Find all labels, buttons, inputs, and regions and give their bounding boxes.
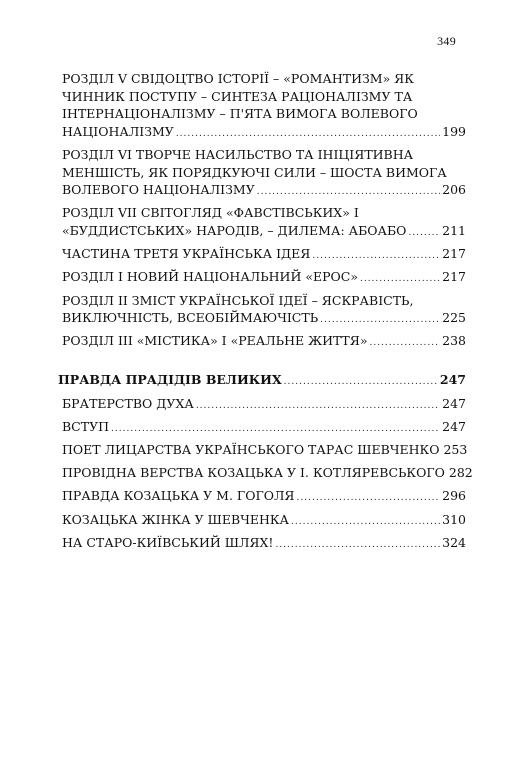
dot-leader [291, 514, 440, 532]
dot-leader [320, 312, 440, 330]
toc-entry-title: ПОЕТ ЛИЦАРСТВА УКРАЇНСЬКОГО ТАРАС ШЕВЧЕНКО [62, 442, 440, 458]
toc-page-number: 217 [442, 269, 466, 285]
toc-entry-title: НА СТАРО-КИЇВСЬКИЙ ШЛЯХ! [62, 534, 274, 550]
toc-entry-title: ЧАСТИНА ТРЕТЯ УКРАЇНСЬКА ІДЕЯ [62, 246, 311, 262]
toc-entry-text [62, 464, 473, 485]
toc-entry-text [58, 371, 466, 392]
toc-entry-last-line [62, 487, 466, 508]
dot-leader [196, 398, 440, 416]
toc-entry-line: МЕНШІСТЬ, ЯК ПОРЯДКУЮЧІ СИЛИ – ШОСТА ВИМОГА [62, 164, 447, 180]
dot-leader [176, 126, 440, 144]
toc-entry-last-line [62, 123, 466, 144]
toc-entry-last-line [62, 332, 466, 353]
toc-entry [58, 511, 466, 532]
toc-entry [58, 70, 466, 143]
toc-entry [58, 332, 466, 353]
toc-entry-text [62, 245, 466, 266]
toc-entry-title: РОЗДІЛ ІІІ «МІСТИКА» І «РЕАЛЬНЕ ЖИТТЯ» [62, 333, 368, 349]
toc-entry-line: РОЗДІЛ ІІ ЗМІСТ УКРАЇНСЬКОЇ ІДЕЇ – ЯСКРАВІСТЬ, [62, 292, 414, 308]
toc-entry-text [62, 418, 466, 439]
toc-entry-text [62, 511, 466, 532]
toc-entry [58, 534, 466, 555]
toc-entry-text [62, 292, 466, 330]
toc-entry-line: РОЗДІЛ V СВІДОЦТВО ІСТОРІЇ – «РОМАНТИЗМ» ЯК [62, 71, 414, 86]
toc-entry-last-line [62, 534, 466, 555]
toc-entry-text [62, 441, 466, 462]
toc-entry-last-line [62, 511, 466, 532]
toc-entry-title: КОЗАЦЬКА ЖІНКА У ШЕВЧЕНКА [62, 511, 290, 527]
toc-entry-title: ВИКЛЮЧНІСТЬ, ВСЕОБІЙМАЮЧІСТЬ [62, 310, 319, 326]
toc-entry-text [62, 268, 466, 289]
toc-entry-last-line [62, 418, 466, 439]
dot-leader [408, 225, 440, 243]
table-of-contents [58, 70, 473, 557]
toc-entry [58, 487, 466, 508]
toc-entry-title: РОЗДІЛ І НОВИЙ НАЦІОНАЛЬНИЙ «ЕРОС» [62, 269, 358, 285]
toc-entry-text [62, 487, 466, 508]
dot-leader [360, 271, 440, 289]
toc-page-number: 310 [442, 511, 466, 527]
toc-page-number: 324 [442, 534, 466, 550]
dot-leader [111, 421, 440, 439]
toc-page-number: 217 [442, 246, 466, 262]
toc-entry [58, 292, 466, 330]
toc-entry-text [62, 332, 466, 353]
toc-entry-last-line [62, 245, 466, 266]
toc-entry [58, 245, 466, 266]
toc-entry [58, 268, 466, 289]
toc-page-number: 206 [442, 182, 466, 198]
page-number: 349 [437, 34, 456, 48]
toc-entry-last-line [62, 309, 466, 330]
toc-entry [58, 418, 466, 439]
toc-page-number: 199 [442, 123, 466, 139]
toc-entry-title: ВСТУП [62, 418, 110, 434]
section-gap [58, 355, 466, 371]
toc-entry-text [62, 395, 466, 416]
toc-entry-title: ПРАВДА КОЗАЦЬКА У М. ГОГОЛЯ [62, 488, 295, 504]
toc-entry-last-line [62, 441, 466, 462]
toc-entry-title: ПРАВДА ПРАДІДІВ ВЕЛИКИХ [58, 372, 282, 388]
toc-entry-line: РОЗДІЛ VI ТВОРЧЕ НАСИЛЬСТВО ТА ІНІЦІЯТИВНА [62, 146, 414, 162]
toc-heading [58, 371, 466, 392]
toc-entry-last-line [62, 464, 473, 485]
toc-entry-line: ІНТЕРНАЦІОНАЛІЗМУ – П'ЯТА ВИМОГА ВОЛЕВОГО [62, 106, 418, 122]
toc-page-number: 238 [442, 333, 466, 349]
toc-page-number: 247 [439, 372, 466, 388]
toc-entry-text [62, 146, 466, 202]
toc-entry [58, 441, 466, 462]
toc-page-number: 225 [442, 310, 466, 326]
toc-entry-last-line [62, 181, 466, 202]
toc-page-number: 247 [442, 395, 466, 411]
toc-page-number: 282 [448, 465, 473, 481]
toc-entry-last-line [62, 268, 466, 289]
dot-leader [297, 490, 441, 508]
toc-entry [58, 464, 473, 485]
toc-entry [58, 146, 466, 202]
toc-entry-last-line [62, 222, 466, 243]
toc-page-number: 253 [443, 442, 468, 458]
toc-entry-line: РОЗДІЛ VII СВІТОГЛЯД «ФАВСТІВСЬКИХ» І [62, 205, 359, 221]
toc-entry-line: ЧИННИК ПОСТУПУ – СИНТЕЗА РАЦІОНАЛІЗМУ ТА [62, 88, 413, 104]
dot-leader [284, 374, 438, 392]
toc-entry-last-line [58, 371, 466, 392]
toc-page-number: 247 [442, 418, 466, 434]
toc-entry-text [62, 204, 466, 242]
dot-leader [275, 537, 440, 555]
dot-leader [312, 248, 440, 266]
toc-entry-text [62, 70, 466, 143]
toc-entry [58, 395, 466, 416]
toc-entry [58, 204, 466, 242]
toc-entry-last-line [62, 395, 466, 416]
toc-entry-title: НАЦІОНАЛІЗМУ [62, 123, 174, 139]
toc-page-number: 296 [442, 488, 466, 504]
toc-entry-title: ПРОВІДНА ВЕРСТВА КОЗАЦЬКА У І. КОТЛЯРЕВСЬКОГО [62, 465, 445, 481]
toc-entry-title: ВОЛЕВОГО НАЦІОНАЛІЗМУ [62, 182, 255, 198]
toc-entry-title: «БУДДИСТСЬКИХ» НАРОДІВ, – ДИЛЕМА: АБОАБО [62, 222, 407, 238]
toc-page-number: 211 [442, 222, 466, 238]
toc-entry-text [62, 534, 466, 555]
dot-leader [257, 184, 440, 202]
toc-entry-title: БРАТЕРСТВО ДУХА [62, 395, 194, 411]
dot-leader [369, 335, 440, 353]
